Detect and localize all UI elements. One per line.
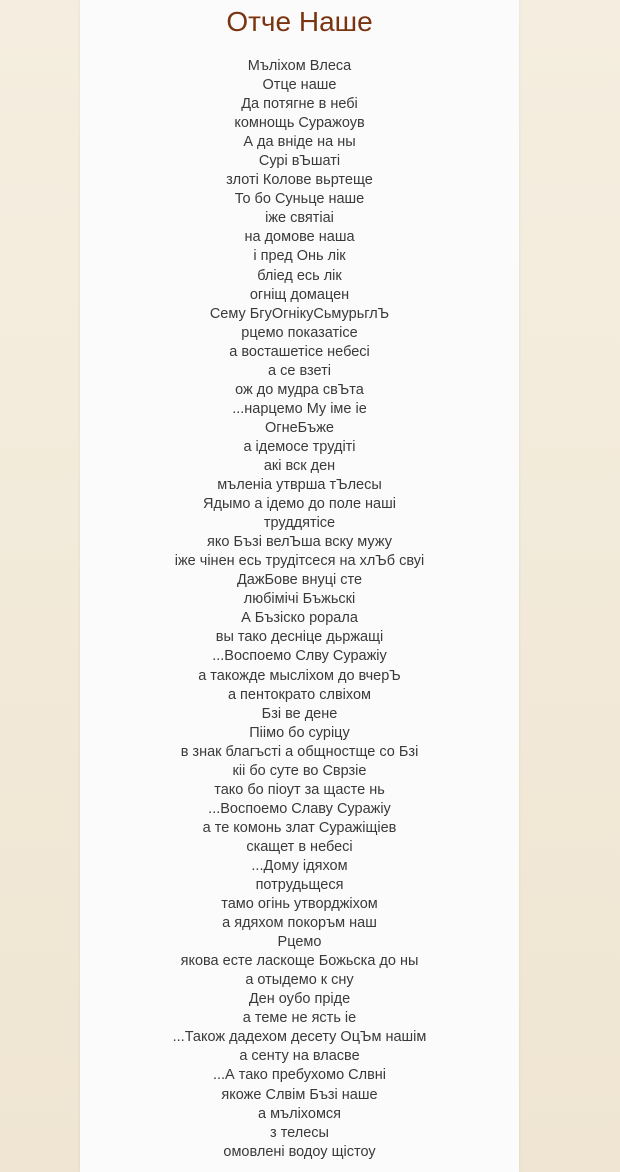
prayer-line: а мълiхомся — [257, 1105, 342, 1122]
page-margin-right — [519, 0, 620, 1172]
prayer-line: Сему БгуОгнiкуСьмурьглЪ — [209, 305, 390, 322]
prayer-line: а теме не ясть iе — [242, 1010, 357, 1027]
prayer-line: вы тако десніце дьржащi — [215, 629, 384, 646]
prayer-line: ...нарцемо Му iме iе — [232, 400, 367, 417]
prayer-line: Ден оубо прiде — [248, 991, 351, 1008]
prayer-line: якова есте ласкоще Божьска до ны — [180, 953, 419, 970]
prayer-line: комнощь Суражоув — [234, 115, 365, 132]
prayer-line: Бзi ве дене — [261, 705, 338, 722]
prayer-line: а ядяхом покоръм наш — [222, 915, 377, 932]
prayer-line: Да потягне в небi — [241, 96, 358, 113]
prayer-line: тамо огiнь утворджiхом — [221, 896, 378, 913]
prayer-line: а пентократо слвiхом — [227, 686, 372, 703]
prayer-line: в знак благъстi а общностще со Бзi — [180, 743, 419, 760]
prayer-line: Отце наше — [262, 77, 337, 94]
prayer-line: злотi Колове вьртеще — [226, 172, 373, 189]
prayer-line: ...Воспоемо Славу Суражiу — [208, 800, 391, 817]
prayer-line: А Бъзiско рорала — [241, 610, 358, 627]
prayer-line: Ядымо а iдемо до поле нашi — [203, 496, 396, 513]
prayer-line: ...Також дадехом десету ОцЪм нашiм — [172, 1029, 427, 1046]
prayer-line: якоже Слвiм Бъзi наше — [221, 1086, 378, 1103]
prayer-line: омовленi водоу щiстоу — [223, 1143, 376, 1160]
prayer-line: iже чiнен есь трудiтсеся на хлЪб свуi — [174, 553, 425, 570]
prayer-line: труддятiсе — [263, 515, 336, 532]
prayer-line: тако бо пiоут за щасте нь — [214, 781, 385, 798]
prayer-line: То бо Суньце наше — [234, 191, 365, 208]
prayer-line: ДажБове внуцi сте — [236, 572, 363, 589]
prayer-line: блiед есь лiк — [257, 267, 342, 284]
prayer-line: з телесы — [270, 1124, 329, 1141]
prayer-line: а отыдемо к сну — [245, 972, 354, 989]
prayer-line: а такожде мыслiхом до вчерЪ — [198, 667, 401, 684]
prayer-line: рцемо показатiсе — [241, 324, 358, 341]
prayer-line: огнiщ домацен — [249, 286, 350, 303]
prayer-line: потрудьщеся — [255, 877, 344, 894]
prayer-text — [80, 57, 519, 1162]
prayer-line: ...А тако пребухомо Слвнi — [212, 1067, 387, 1084]
prayer-line: i пред Онь лiк — [253, 248, 346, 265]
prayer-line: кiі бо суте во Сврзiе — [232, 762, 367, 779]
prayer-line: на домове наша — [244, 229, 355, 246]
prayer-line: а восташетiсе небесi — [229, 343, 370, 360]
prayer-line: Пiiмо бо сурiцу — [249, 724, 350, 741]
prayer-line: а сенту на власве — [239, 1048, 360, 1065]
page-margin-left — [0, 0, 80, 1172]
prayer-line: а се взетi — [268, 362, 331, 379]
page-title: Отче Наше — [226, 6, 373, 37]
prayer-line: Мълiхом Влеса — [247, 58, 352, 74]
prayer-line: акi вск ден — [263, 457, 336, 474]
prayer-line: а те комонь злат Суражiщiев — [202, 819, 397, 836]
prayer-line: ОгнеБъже — [265, 419, 334, 436]
prayer-line: скащет в небесi — [246, 838, 353, 855]
prayer-line: любiмiчi Бъжьскi — [243, 591, 356, 608]
prayer-line: ...Дому iдяхом — [251, 857, 348, 874]
prayer-line: яко Бъзi велЪша вску мужу — [207, 534, 392, 551]
prayer-line: а iдемосе трудiтi — [243, 438, 356, 455]
prayer-line: А да вніде на ны — [243, 134, 356, 151]
prayer-line: ож до мудра свЪта — [235, 381, 364, 398]
prayer-line: мъленiа утврша тЪлесы — [217, 477, 382, 494]
prayer-line: iже святiаi — [265, 210, 334, 227]
prayer-line: Рцемо — [277, 934, 322, 951]
prayer-line: ...Воспоемо Слву Суражiу — [212, 648, 387, 665]
prayer-page — [80, 0, 519, 1172]
prayer-line: Сурi вЪшатi — [258, 153, 341, 170]
